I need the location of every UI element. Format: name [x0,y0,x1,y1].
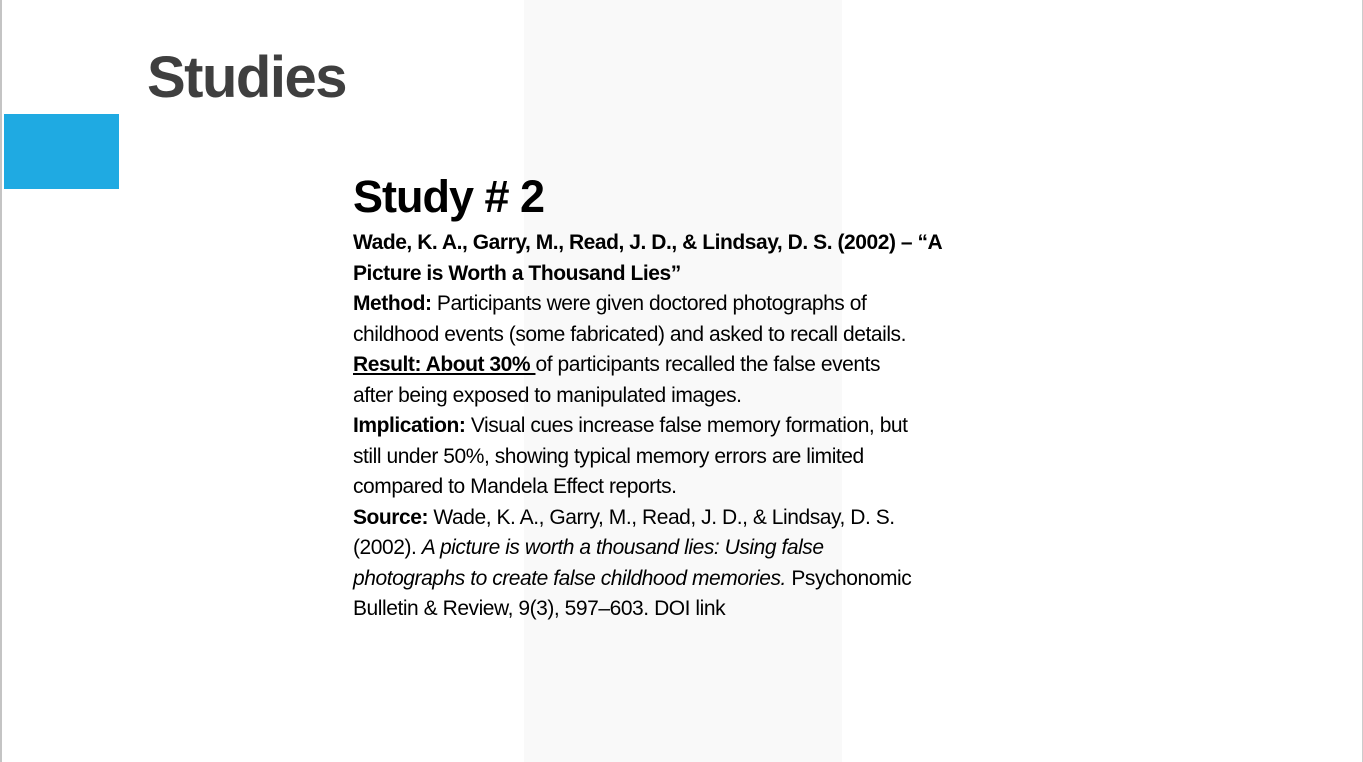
text-run: after being exposed to manipulated images. [353,383,742,407]
slide-title: Studies [147,45,346,110]
result-label: Result: About 30% [353,353,536,376]
text-run: Wade, K. A., Garry, M., Read, J. D., & Lindsay, D. S. [433,505,895,529]
implication-label: Implication: [353,414,471,437]
text-line-source-3 [353,564,1053,595]
text-run: compared to Mandela Effect reports. [353,475,677,498]
text-line-citation-2 [353,259,1053,290]
text-run: Bulletin & Review, 9(3), 597–603. [353,597,655,620]
source-label: Source: [353,505,434,529]
study-heading: Study # 2 [353,171,545,222]
text-line-method-2 [353,320,1053,351]
text-run: Picture is Worth a Thousand Lies” [353,261,681,285]
text-line-source-2 [353,533,1053,564]
text-run: childhood events (some fabricated) and asked to recall details. [353,322,906,346]
accent-rectangle [4,114,119,189]
text-line-method-1 [353,289,1053,320]
content-block [353,171,1053,625]
text-run: Participants were given doctored photographs of [436,292,867,315]
text-line-implication-3 [353,472,1053,503]
doi-link[interactable]: DOI link [654,597,726,620]
text-line-result-1 [353,350,1053,381]
text-line-implication-1 [353,411,1053,442]
text-line-citation-1 [353,228,1053,259]
text-run: photographs to create false childhood memories. [353,566,792,590]
text-line-source-1 [353,503,1053,534]
text-run: Visual cues increase false memory formation, but [470,414,908,437]
text-line-result-2 [353,381,1053,412]
text-run: (2002). [353,536,422,559]
text-run: of participants recalled the false events [535,353,881,376]
study-body [353,228,1053,625]
method-label: Method: [353,292,437,315]
text-run: still under 50%, showing typical memory errors are limited [353,444,864,468]
text-run: Wade, K. A., Garry, M., Read, J. D., & Lindsay, D. S. (2002) – “A [353,231,943,254]
text-line-source-4 [353,594,1053,625]
text-run: A picture is worth a thousand lies: Using false [421,536,824,559]
text-line-implication-2 [353,442,1053,473]
text-run: Psychonomic [791,566,912,590]
